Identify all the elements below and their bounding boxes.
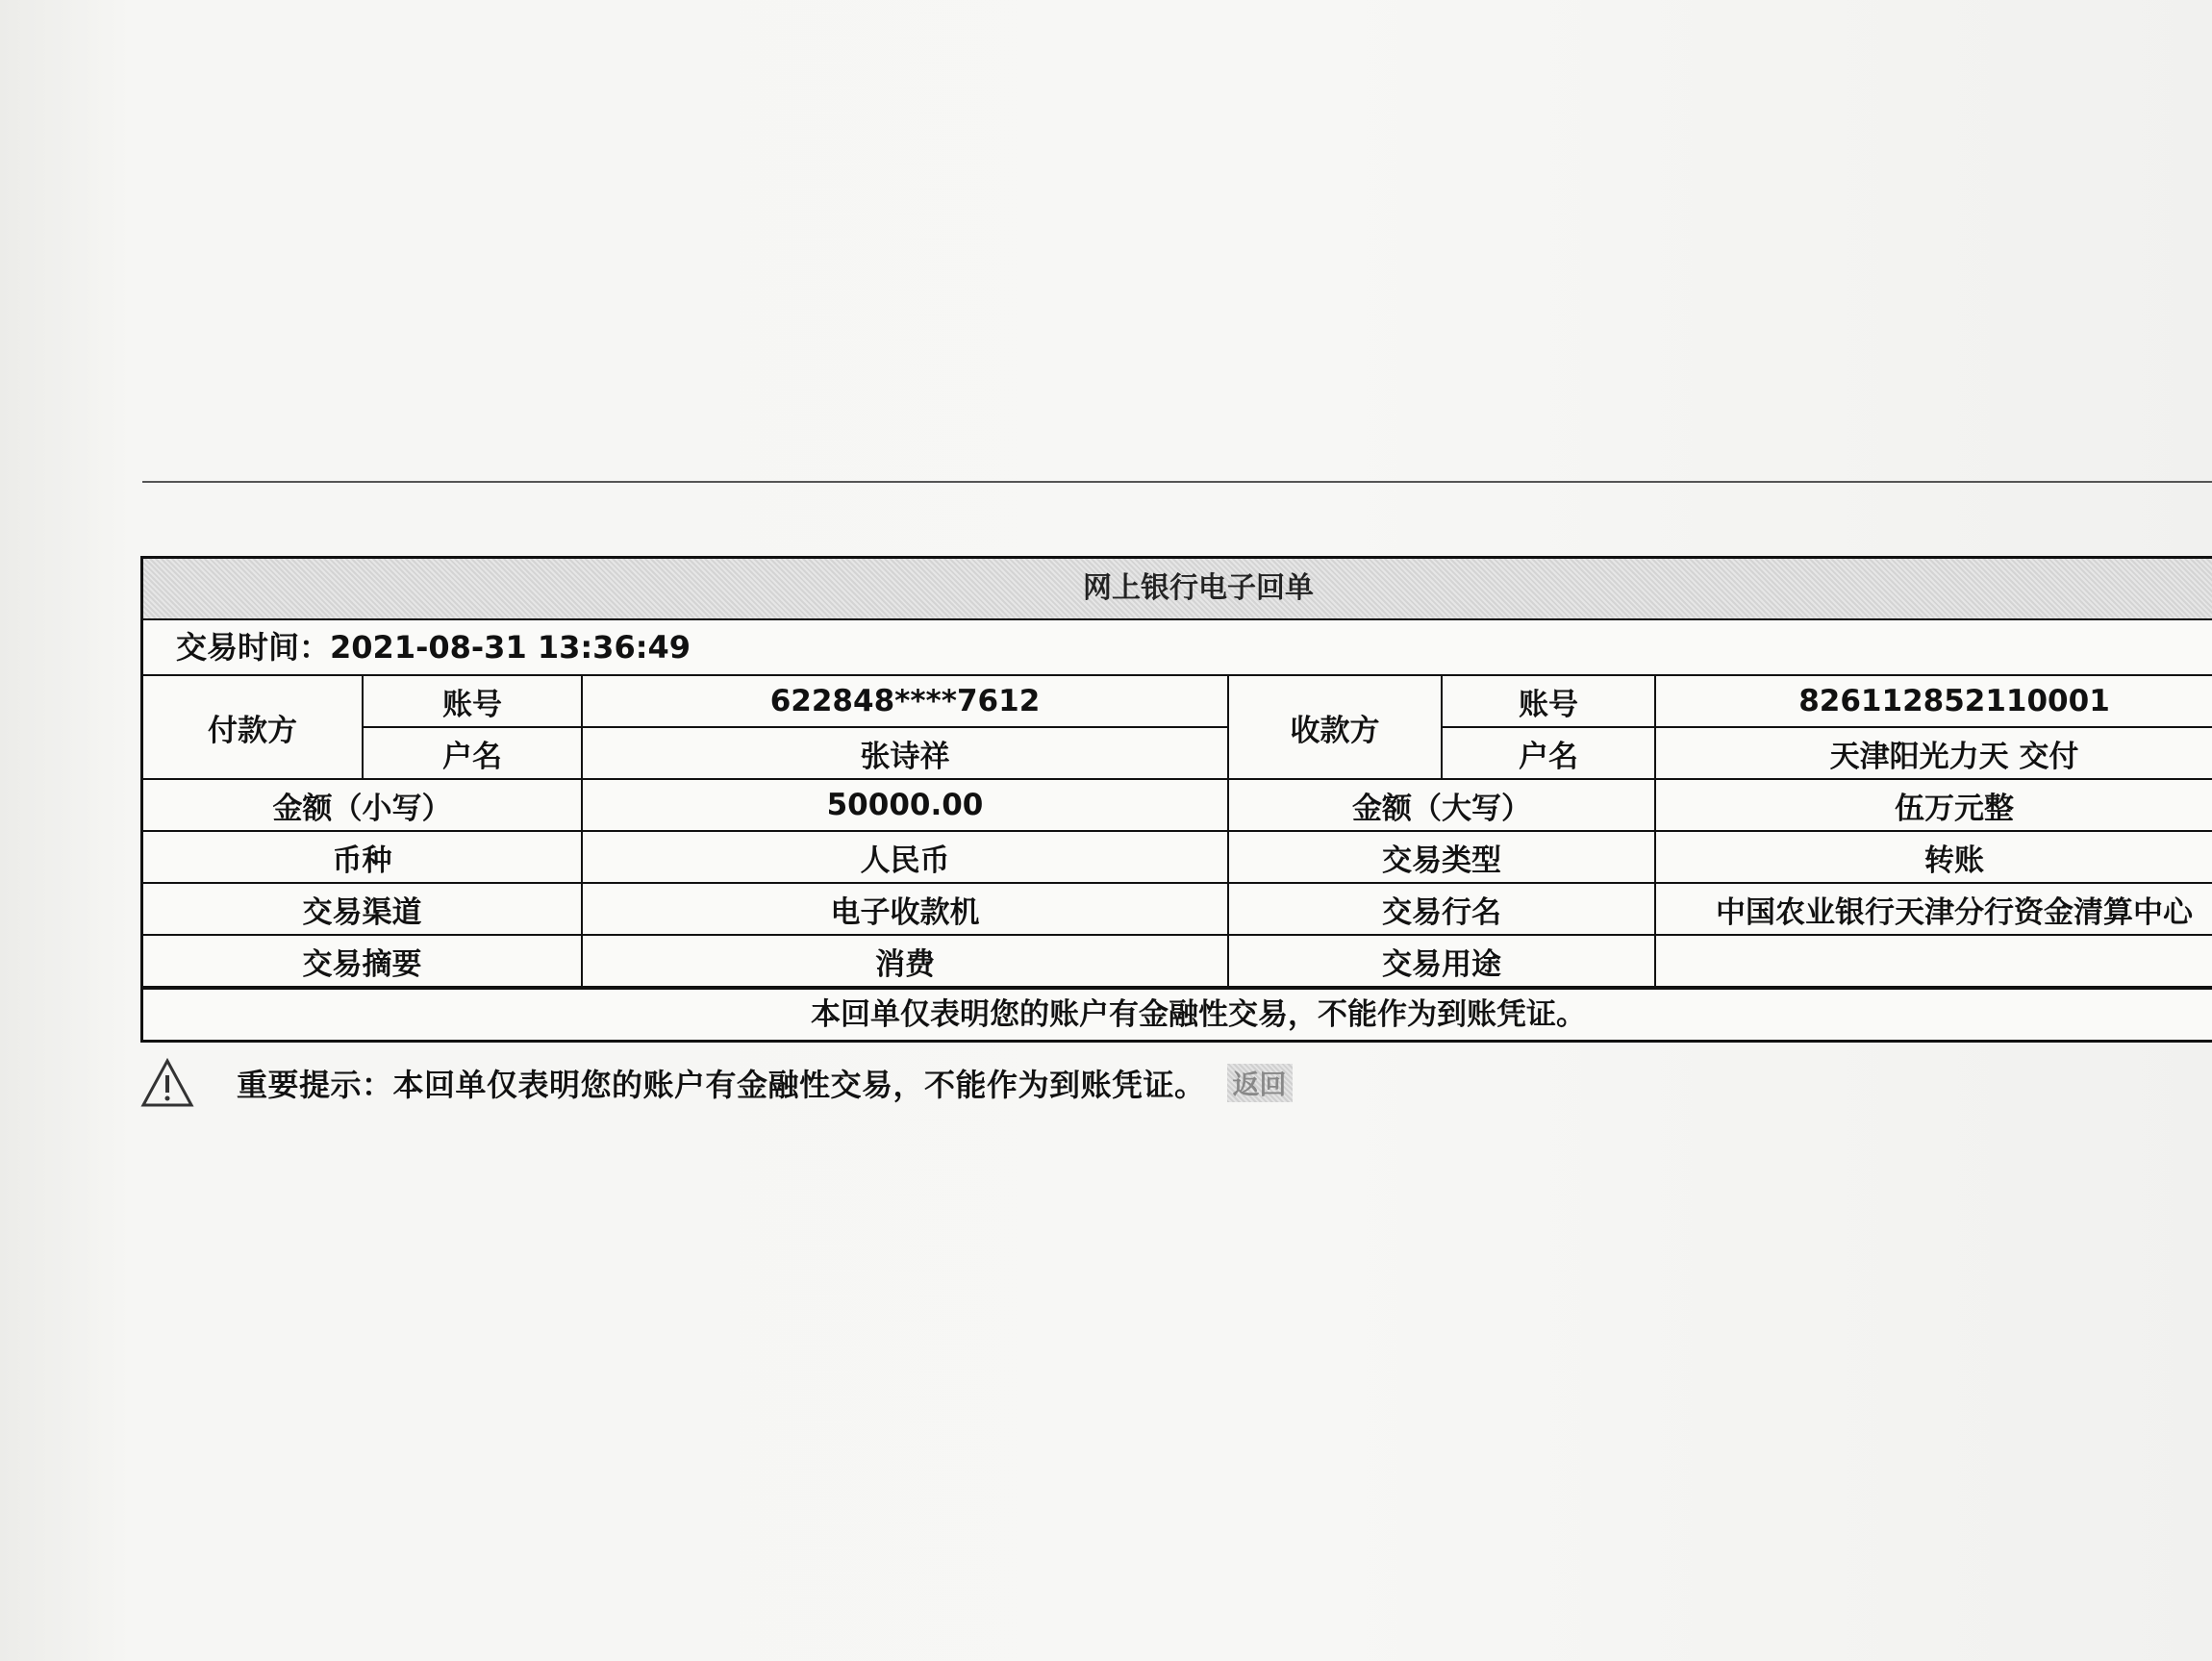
payer-account-label: 账号: [363, 676, 582, 727]
receipt-table: [143, 676, 2212, 988]
payer-account-value: 622848****7612: [582, 676, 1228, 727]
payer-label: 付款方: [143, 676, 363, 779]
bank-name-label: 交易行名: [1228, 883, 1655, 935]
table-row: [143, 676, 2212, 727]
payee-name-label: 户名: [1442, 727, 1655, 779]
payer-name-value: 张诗祥: [582, 727, 1228, 779]
receipt-title: 网上银行电子回单: [143, 559, 2212, 620]
receipt-notice: 本回单仅表明您的账户有金融性交易，不能作为到账凭证。: [143, 988, 2212, 1040]
transaction-time-label: 交易时间：: [176, 629, 331, 666]
channel-label: 交易渠道: [143, 883, 582, 935]
receipt-frame: [140, 556, 2212, 1043]
bank-name-value: 中国农业银行天津分行资金清算中心: [1655, 883, 2212, 935]
table-row: [143, 883, 2212, 935]
top-rule: [142, 481, 2212, 483]
transaction-type-label: 交易类型: [1228, 831, 1655, 883]
purpose-label: 交易用途: [1228, 935, 1655, 987]
table-row: [143, 727, 2212, 779]
table-row: [143, 779, 2212, 831]
transaction-time: [143, 620, 2212, 676]
summary-label: 交易摘要: [143, 935, 582, 987]
table-row: [143, 935, 2212, 987]
summary-value: 消费: [582, 935, 1228, 987]
transaction-type-value: 转账: [1655, 831, 2212, 883]
currency-value: 人民币: [582, 831, 1228, 883]
payee-name-value: 天津阳光力天 交付: [1655, 727, 2212, 779]
receipt: [140, 556, 2212, 1043]
amount-small-label: 金额（小写）: [143, 779, 582, 831]
currency-label: 币种: [143, 831, 582, 883]
amount-big-label: 金额（大写）: [1228, 779, 1655, 831]
payee-account-value: 826112852110001: [1655, 676, 2212, 727]
amount-big-value: 伍万元整: [1655, 779, 2212, 831]
important-notice: [140, 1056, 1293, 1110]
table-row: [143, 831, 2212, 883]
purpose-value: [1655, 935, 2212, 987]
channel-value: 电子收款机: [582, 883, 1228, 935]
important-notice-text: 重要提示：本回单仅表明您的账户有金融性交易，不能作为到账凭证。: [237, 1067, 1206, 1103]
amount-small-value: 50000.00: [582, 779, 1228, 831]
payee-account-label: 账号: [1442, 676, 1655, 727]
back-button[interactable]: 返回: [1227, 1064, 1293, 1102]
payee-label: 收款方: [1228, 676, 1442, 779]
transaction-time-value: 2021-08-31 13:36:49: [330, 629, 691, 666]
warning-triangle-icon: [140, 1058, 194, 1108]
payer-name-label: 户名: [363, 727, 582, 779]
